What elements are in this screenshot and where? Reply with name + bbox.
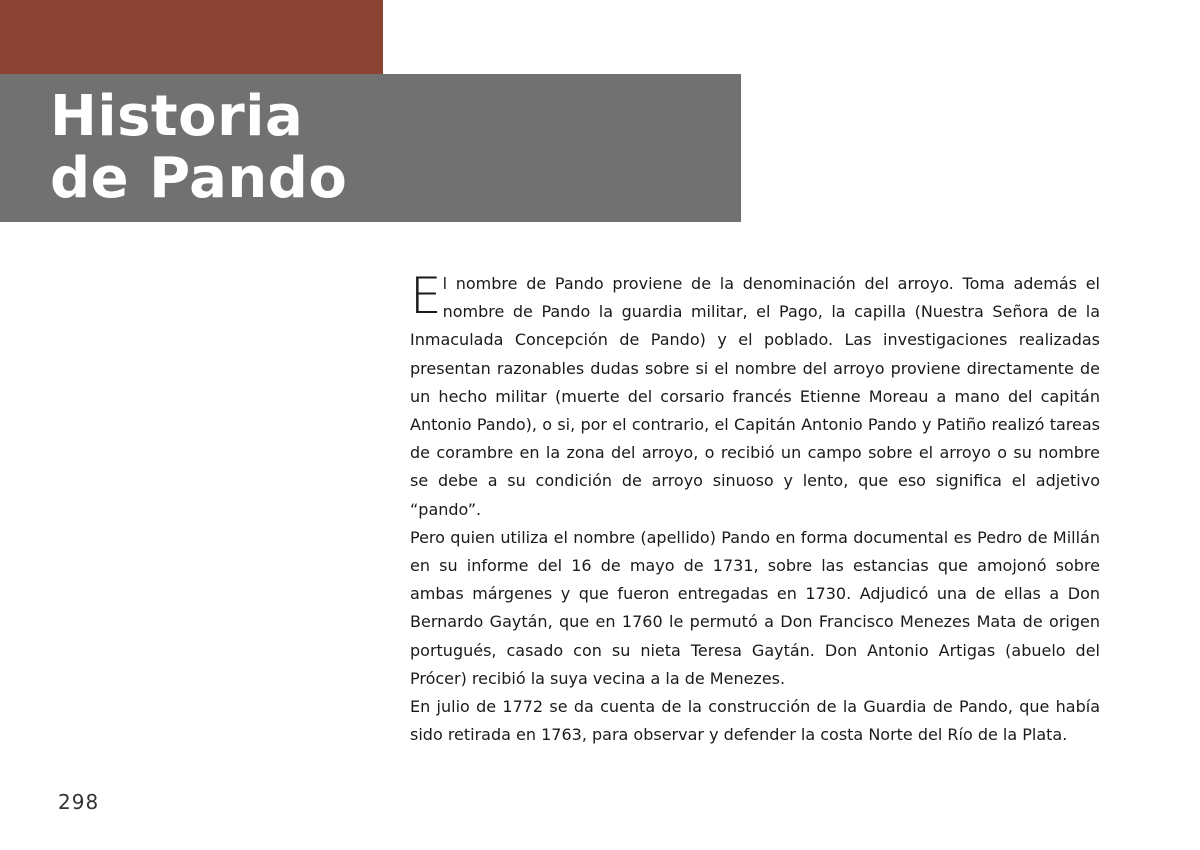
drop-cap: E	[410, 267, 442, 325]
paragraph-1-text: l nombre de Pando proviene de la denominación del arroyo. Toma además el nombre de Pando la guardia militar, el Pago, la capilla (Nuestra Señora de la Inmaculada Concepción de Pando) y el poblado. Las investigaciones realizadas presentan razonables dudas sobre si el nombre del arroyo proviene directamente de un hecho militar (muerte del corsario francés Etienne Moreau a mano del capitán Antonio Pando), o si, por el contrario, el Capitán Antonio Pando y Patiño realizó tareas de corambre en la zona del arroyo, o recibió un campo sobre el arroyo o su nombre se debe a su condición de arroyo sinuoso y lento, que eso significa el adjetivo “pando”.	[410, 274, 1100, 519]
page-number: 298	[58, 790, 100, 814]
article-body	[410, 267, 1100, 749]
paragraph-3: En julio de 1772 se da cuenta de la construcción de la Guardia de Pando, que había sido retirada en 1763, para observar y defender la costa Norte del Río de la Plata.	[410, 697, 1100, 745]
accent-bar	[0, 0, 383, 74]
paragraph-1	[410, 267, 1100, 524]
title-line-1: Historia	[50, 84, 304, 149]
title-line-2: de Pando	[50, 146, 348, 211]
page-title	[50, 86, 347, 210]
paragraph-2: Pero quien utiliza el nombre (apellido) Pando en forma documental es Pedro de Millán en su informe del 16 de mayo de 1731, sobre las estancias que amojonó sobre ambas márgenes y que fueron entregadas en 1730. Adjudicó una de ellas a Don Bernardo Gaytán, que en 1760 le permutó a Don Francisco Menezes Mata de origen portugués, casado con su nieta Teresa Gaytán. Don Antonio Artigas (abuelo del Prócer) recibió la suya vecina a la de Menezes.	[410, 527, 1100, 688]
